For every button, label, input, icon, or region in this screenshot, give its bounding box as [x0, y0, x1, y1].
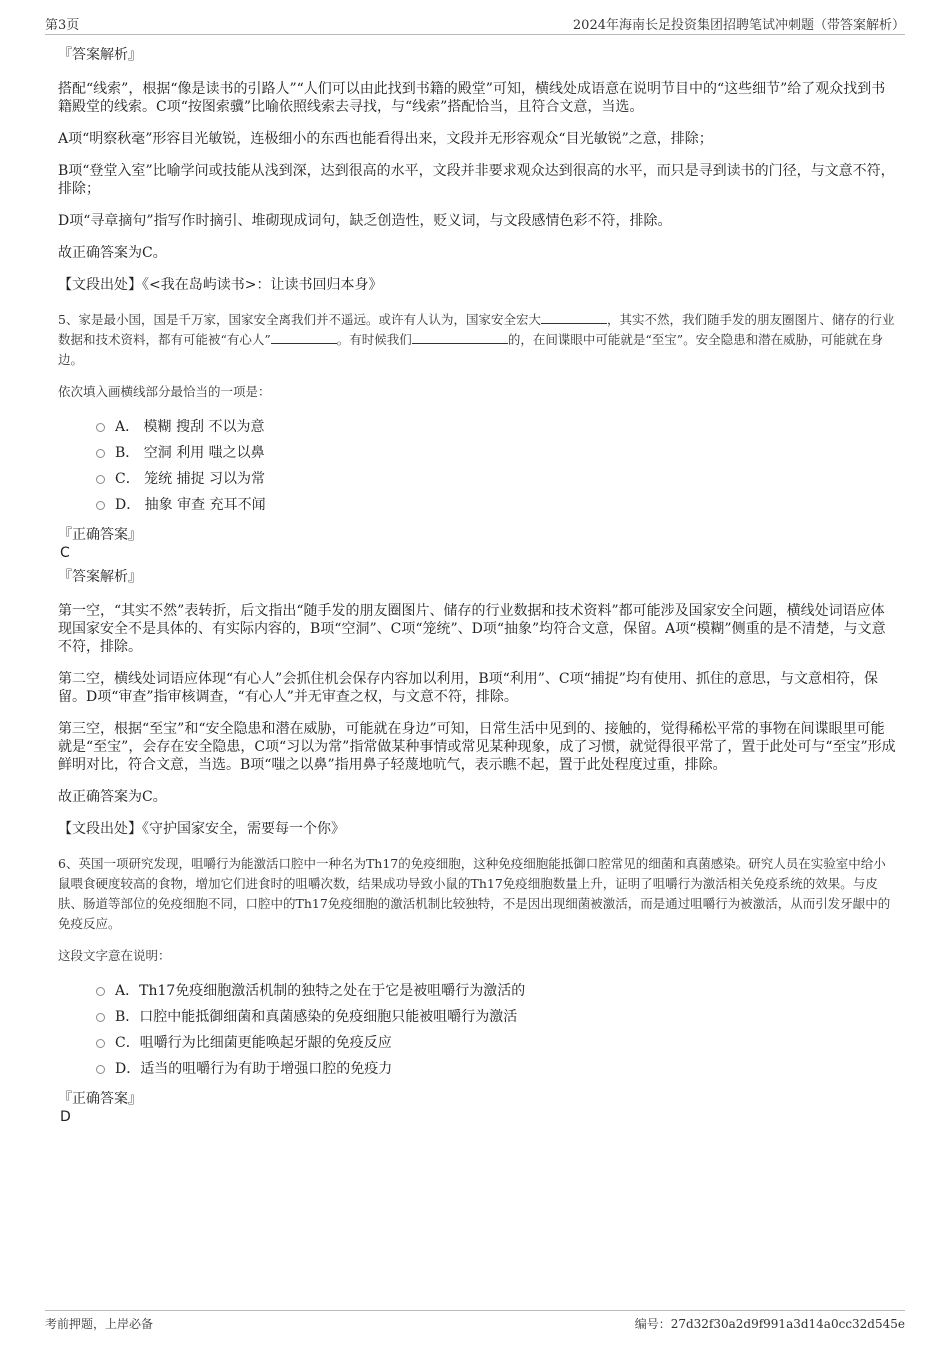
q5-analysis-para: 第二空，横线处词语应体现“有心人”会抓住机会保存内容加以利用，B项“利用”、C项“捕捉”均有使用、抓住的意思，与文意相符，保留。D项“审查”指审核调查，“有心人”并无审查之权，与文意不符，排除。 — [58, 671, 878, 705]
footer-divider — [45, 1310, 905, 1311]
option-label: C．咀嚼行为比细菌更能唤起牙龈的免疫反应 — [115, 1035, 392, 1051]
option-label: B． 空洞 利用 嗤之以鼻 — [115, 445, 265, 461]
q5-stem — [58, 310, 898, 370]
radio-icon[interactable] — [96, 1013, 105, 1022]
option-label: C． 笼统 捕捉 习以为常 — [115, 471, 266, 487]
q6-stem: 6、英国一项研究发现，咀嚼行为能激活口腔中一种名为Th17的免疫细胞，这种免疫细胞能抵御口腔常见的细菌和真菌感染。研究人员在实验室中给小鼠喂食硬度较高的食物，增加它们进食时的咀嚼次数，结果成功导致小鼠的Th17免疫细胞数量上升，证明了咀嚼行为激活相关免疫系统的效果。与皮肤、肠道等部位的免疫细胞不同，口腔中的Th17免疫细胞的激活机制比较独特，不是因出现细菌被激活，而是通过咀嚼行为被激活，从而引发牙龈中的免疫反应。 — [58, 856, 891, 931]
q6-options — [96, 978, 898, 1082]
radio-icon[interactable] — [96, 501, 105, 510]
page-header — [45, 12, 905, 32]
q5-stem-part: 。有时候我们 — [336, 332, 412, 347]
option-label: A．Th17免疫细胞激活机制的独特之处在于它是被咀嚼行为激活的 — [115, 983, 526, 999]
q6-correct-label: 『正确答案』 — [58, 1091, 142, 1107]
q5-option-d[interactable] — [96, 492, 898, 518]
q5-prompt: 依次填入画横线部分最恰当的一项是： — [58, 384, 271, 399]
option-label: B．口腔中能抵御细菌和真菌感染的免疫细胞只能被咀嚼行为激活 — [115, 1009, 518, 1025]
q4-source: 【文段出处】《<我在岛屿读书>：让读书回归本身》 — [58, 277, 383, 293]
document-title: 2024年海南长足投资集团招聘笔试冲刺题（带答案解析） — [572, 18, 905, 33]
q4-analysis-para: 搭配“线索”，根据“像是读书的引路人”“人们可以由此找到书籍的殿堂”可知，横线处成语意在说明节目中的“这些细节”给了观众找到书籍殿堂的线索。C项“按图索骥”比喻依照线索去寻找，与“线索”搭配恰当，且符合文意，当选。 — [58, 81, 886, 115]
main-content — [58, 46, 898, 1132]
page-number: 第3页 — [45, 18, 80, 33]
blank-line — [412, 331, 508, 344]
option-label: A． 模糊 搜刮 不以为意 — [115, 419, 265, 435]
q6-option-d[interactable] — [96, 1056, 898, 1082]
q5-correct-label: 『正确答案』 — [58, 527, 142, 543]
radio-icon[interactable] — [96, 475, 105, 484]
radio-icon[interactable] — [96, 449, 105, 458]
q5-source: 【文段出处】《守护国家安全，需要每一个你》 — [58, 821, 345, 837]
q4-conclusion: 故正确答案为C。 — [58, 245, 167, 261]
blank-line — [271, 331, 337, 344]
q5-correct-answer: C — [60, 545, 70, 561]
radio-icon[interactable] — [96, 1065, 105, 1074]
q6-option-c[interactable] — [96, 1030, 898, 1056]
q5-option-c[interactable] — [96, 466, 898, 492]
q5-analysis-para: 第三空，根据“至宝”和“安全隐患和潜在威胁，可能就在身边”可知，日常生活中见到的、接触的，觉得稀松平常的事物在间谍眼里可能就是“至宝”，会存在安全隐患，C项“习以为常”指常做某种事情或常见某种现象，成了习惯，就觉得很平常了，置于此处可与“至宝”形成鲜明对比，符合文意，当选。B项“嗤之以鼻”指用鼻子轻蔑地吭气，表示瞧不起，置于此处程度过重，排除。 — [58, 721, 896, 773]
q5-option-a[interactable] — [96, 414, 898, 440]
q4-analysis-label: 『答案解析』 — [58, 47, 142, 63]
q6-correct-answer: D — [60, 1109, 71, 1125]
q6-prompt: 这段文字意在说明： — [58, 948, 171, 963]
q5-stem-part: 5、家是最小国，国是千万家，国家安全离我们并不遥远。或许有人认为，国家安全宏大 — [58, 312, 541, 327]
option-label: D． 抽象 审查 充耳不闻 — [115, 497, 266, 513]
q4-analysis-para: D项“寻章摘句”指写作时摘引、堆砌现成词句，缺乏创造性，贬义词，与文段感情色彩不符，排除。 — [58, 213, 672, 229]
radio-icon[interactable] — [96, 423, 105, 432]
q5-stem-part: ，其实不然，我们随手发的朋友圈图片、储存的行业数据和技术资料，都有可能被“有心人” — [58, 312, 895, 347]
q5-analysis-label: 『答案解析』 — [58, 569, 142, 585]
q5-stem-part: 的，在间谍眼中可能就是“至宝”。安全隐患和潜在威胁，可能就在身边。 — [58, 332, 884, 367]
document-id: 编号：27d32f30a2d9f991a3d14a0cc32d545e — [634, 1317, 905, 1331]
q4-analysis-para: B项“登堂入室”比喻学问或技能从浅到深，达到很高的水平，文段并非要求观众达到很高的水平，而只是寻到读书的门径，与文意不符，排除； — [58, 163, 895, 197]
option-label: D．适当的咀嚼行为有助于增强口腔的免疫力 — [115, 1061, 393, 1077]
blank-line — [541, 311, 607, 324]
q5-options — [96, 414, 898, 518]
footer-slogan: 考前押题，上岸必备 — [45, 1317, 154, 1331]
header-divider — [45, 34, 905, 35]
q5-conclusion: 故正确答案为C。 — [58, 789, 167, 805]
q6-option-b[interactable] — [96, 1004, 898, 1030]
radio-icon[interactable] — [96, 987, 105, 996]
q5-option-b[interactable] — [96, 440, 898, 466]
q6-option-a[interactable] — [96, 978, 898, 1004]
q5-analysis-para: 第一空，“其实不然”表转折，后文指出“随手发的朋友圈图片、储存的行业数据和技术资料”都可能涉及国家安全问题，横线处词语应体现国家安全不是具体的、有实际内容的，B项“空洞”、C项“笼统”、D项“抽象”均符合文意，保留。A项“模糊”侧重的是不清楚，与文意不符，排除。 — [58, 603, 886, 655]
q4-analysis-para: A项“明察秋毫”形容目光敏锐，连极细小的东西也能看得出来，文段并无形容观众“目光敏锐”之意，排除； — [58, 131, 713, 147]
radio-icon[interactable] — [96, 1039, 105, 1048]
